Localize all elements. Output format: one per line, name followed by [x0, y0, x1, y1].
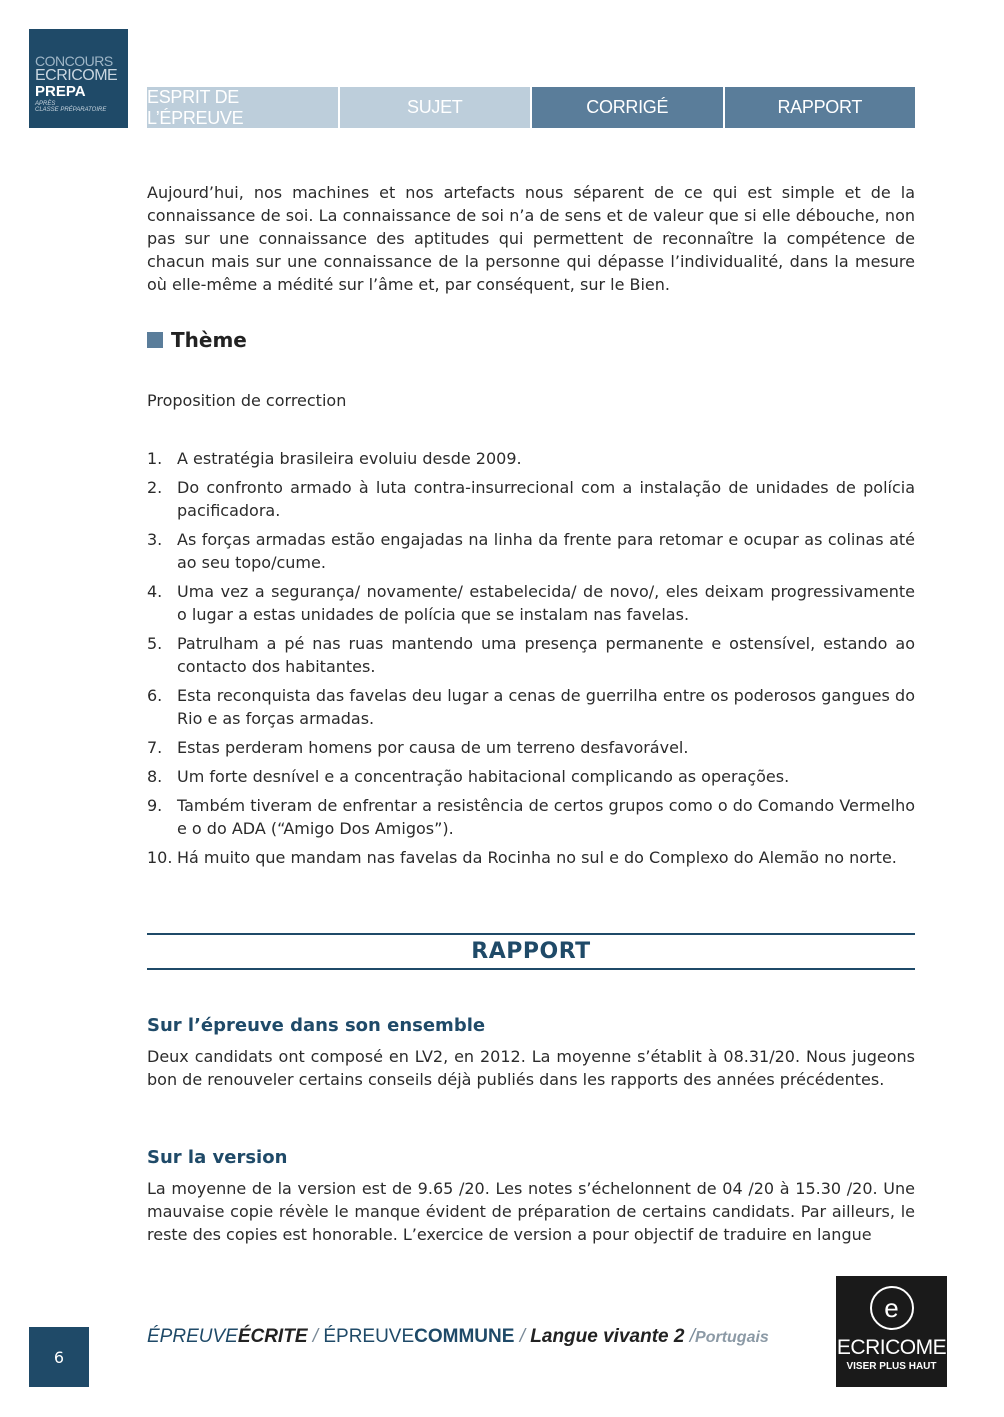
- list-item: [147, 580, 915, 626]
- item-text: Esta reconquista das favelas deu lugar a cenas de guerrilha entre os poderosos gangues do Rio e as forças armadas.: [177, 686, 915, 728]
- item-number: 10.: [147, 848, 173, 867]
- footer-sep-3: /: [684, 1326, 696, 1347]
- item-number: 9.: [147, 796, 163, 815]
- footer-commune: COMMUNE: [414, 1326, 515, 1347]
- list-item: [147, 736, 915, 759]
- list-item: [147, 794, 915, 840]
- tab-corrige[interactable]: CORRIGÉ: [532, 87, 723, 128]
- list-item: [147, 447, 915, 470]
- logo-line-classe: CLASSE PRÉPARATOIRE: [35, 107, 107, 113]
- ecricome-name: ECRICOME: [836, 1336, 947, 1359]
- item-number: 3.: [147, 530, 163, 549]
- footer-epreuve-2: ÉPREUVE: [323, 1326, 415, 1347]
- page-number: 6: [29, 1327, 89, 1387]
- tab-esprit[interactable]: ESPRIT DE L’ÉPREUVE: [147, 87, 338, 128]
- section-tabs: [147, 87, 915, 128]
- tab-rapport[interactable]: RAPPORT: [725, 87, 916, 128]
- list-item: [147, 528, 915, 574]
- item-number: 8.: [147, 767, 163, 786]
- footer-epreuve-1: ÉPREUVE: [147, 1326, 238, 1347]
- item-text: Estas perderam homens por causa de um terreno desfavorável.: [177, 738, 689, 757]
- footer-sep-2: /: [514, 1326, 531, 1347]
- section-title-ensemble: Sur l’épreuve dans son ensemble: [147, 1015, 486, 1036]
- item-text: Há muito que mandam nas favelas da Rocinha no sul e do Complexo do Alemão no norte.: [177, 848, 897, 867]
- footer-portugais: Portugais: [695, 1329, 769, 1346]
- section-text-version: La moyenne de la version est de 9.65 /20. Les notes s’échelonnent de 04 /20 à 15.30 /20. Une mauvaise copie révèle le manque évident de préparation de certains candidats. Par ailleurs, le reste des copies est honorable. L’exercice de version a pour objectif de traduire en langue: [147, 1179, 915, 1244]
- rapport-title: RAPPORT: [471, 939, 591, 964]
- footer-sep-1: /: [307, 1326, 324, 1347]
- tab-sujet[interactable]: SUJET: [340, 87, 531, 128]
- theme-title: Thème: [171, 328, 247, 352]
- footer-breadcrumb: [147, 1326, 769, 1348]
- item-text: Também tiveram de enfrentar a resistência de certos grupos como o do Comando Vermelho e o do ADA (“Amigo Dos Amigos”).: [177, 796, 915, 838]
- ecricome-logo: [836, 1276, 947, 1387]
- rapport-banner: [147, 933, 915, 970]
- item-text: Um forte desnível e a concentração habitacional complicando as operações.: [177, 767, 790, 786]
- square-bullet-icon: [147, 332, 163, 348]
- list-item: [147, 632, 915, 678]
- list-item: [147, 846, 915, 869]
- logo-line-apres: APRÈS: [35, 101, 56, 107]
- ecricome-tagline: VISER PLUS HAUT: [846, 1361, 937, 1372]
- ecricome-e-icon: e: [870, 1286, 914, 1330]
- logo-line-ecricome: ECRICOME: [35, 67, 118, 84]
- item-text: Do confronto armado à luta contra-insurrecional com a instalação de unidades de polícia pacificadora.: [177, 478, 915, 520]
- correction-list: [147, 447, 915, 875]
- item-text: A estratégia brasileira evoluiu desde 2009.: [177, 449, 522, 468]
- item-number: 6.: [147, 686, 163, 705]
- footer-langue: Langue vivante 2: [530, 1326, 685, 1347]
- intro-paragraph: Aujourd’hui, nos machines et nos artefacts nous séparent de ce qui est simple et de la connaissance de soi. La connaissance de soi n’a de sens et de valeur que si elle débouche, non pas sur une connaissance des aptitudes qui permettent de reconnaître la compétence de chacun mais sur une connaissance de la personne qui dépasse l’individualité, dans la mesure où elle-même a médité sur l’âme et, par conséquent, sur le Bien.: [147, 183, 915, 294]
- list-item: [147, 765, 915, 788]
- list-item: [147, 684, 915, 730]
- theme-heading: [147, 328, 247, 352]
- list-item: [147, 476, 915, 522]
- logo-line-concours: CONCOURS: [35, 53, 113, 69]
- item-text: As forças armadas estão engajadas na linha da frente para retomar e ocupar as colinas até ao seu topo/cume.: [177, 530, 915, 572]
- section-title-version: Sur la version: [147, 1147, 288, 1168]
- theme-subtitle: Proposition de correction: [147, 391, 347, 410]
- logo-line-prepa: PREPA: [35, 83, 86, 100]
- item-number: 4.: [147, 582, 163, 601]
- footer-ecrite: ÉCRITE: [237, 1326, 308, 1347]
- concours-logo: [29, 29, 128, 128]
- section-text-ensemble: Deux candidats ont composé en LV2, en 2012. La moyenne s’établit à 08.31/20. Nous jugeons bon de renouveler certains conseils déjà publiés dans les rapports des années précédentes.: [147, 1047, 915, 1089]
- item-number: 7.: [147, 738, 163, 757]
- item-number: 2.: [147, 478, 163, 497]
- item-text: Patrulham a pé nas ruas mantendo uma presença permanente e ostensível, estando ao contacto dos habitantes.: [177, 634, 915, 676]
- item-number: 5.: [147, 634, 163, 653]
- item-text: Uma vez a segurança/ novamente/ estabelecida/ de novo/, eles deixam progressivamente o lugar a estas unidades de polícia que se instalam nas favelas.: [177, 582, 915, 624]
- item-number: 1.: [147, 449, 163, 468]
